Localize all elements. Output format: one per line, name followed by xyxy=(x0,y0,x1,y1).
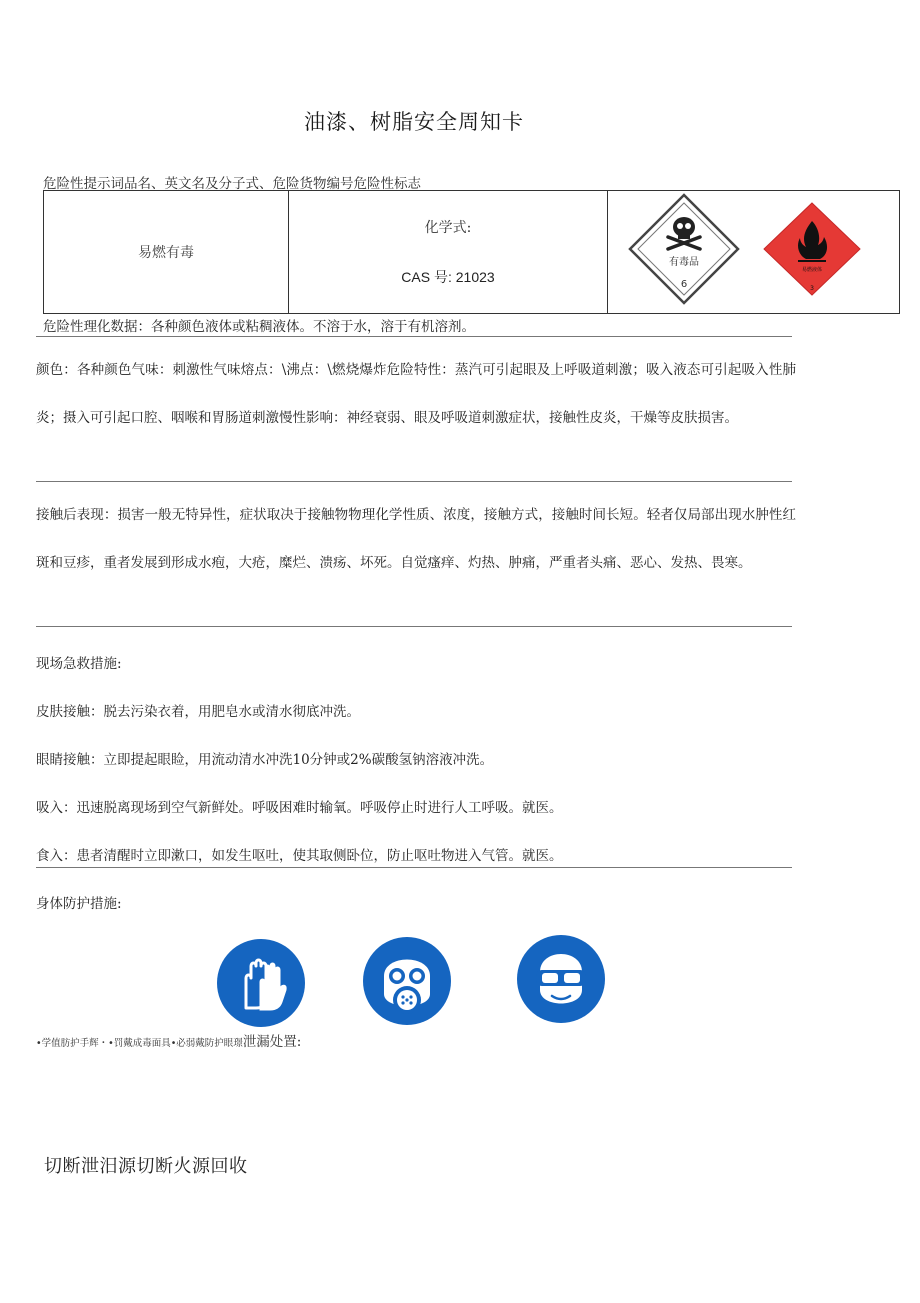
hazard-signs xyxy=(608,191,898,309)
divider xyxy=(36,626,792,627)
cas-line xyxy=(289,267,607,287)
protection-heading: 身体防护措施: xyxy=(36,896,122,912)
flammable-sign-text: 易燃液体 xyxy=(801,267,823,273)
toxic-sign-class: 6 xyxy=(680,279,688,290)
table-header-caption: 危险性提示词品名、英文名及分子式、危险货物编号危险性标志 xyxy=(43,176,421,192)
ppe-labels: •学值肪护手辉・•罚戴成毒面具•必弱戴防护眼璟 xyxy=(36,1038,243,1049)
first-aid-skin: 皮肤接触：脱去污染衣着，用肥皂水或清水彻底冲洗。 xyxy=(36,704,360,720)
gas-mask-icon xyxy=(362,936,452,1026)
divider xyxy=(36,867,792,868)
flammable-sign-icon xyxy=(764,203,860,295)
first-aid-eye: 眼睛接触：立即提起眼睑，用流动清水冲洗10分钟或2%碳酸氢钠溶液冲洗。 xyxy=(36,752,494,768)
leak-handling-text: 切断泄汨源切断火源回收 xyxy=(44,1156,248,1177)
toxic-sign-text: 有毒品 xyxy=(669,257,699,268)
formula-label: 化学式: xyxy=(424,220,472,236)
first-aid-heading: 现场急救措施: xyxy=(36,656,122,672)
formula-cell xyxy=(289,191,608,314)
info-table xyxy=(43,190,900,314)
toxic-sign-icon xyxy=(630,195,738,303)
hazard-word-cell xyxy=(44,191,289,314)
first-aid-ingest: 食入：患者清醒时立即漱口，如发生呕吐，使其取侧卧位，防止呕吐物进入气管。就医。 xyxy=(36,848,563,864)
first-aid-inhale: 吸入：迅速脱离现场到空气新鲜处。呼吸困难时输氧。呼吸停止时进行人工呼吸。就医。 xyxy=(36,800,563,816)
cas-number: 21023 xyxy=(455,269,495,285)
hazard-signs-cell xyxy=(608,191,900,314)
hazard-word: 易燃有毒 xyxy=(138,245,194,261)
divider xyxy=(36,336,792,337)
divider xyxy=(36,481,792,482)
ppe-caption xyxy=(36,1030,301,1050)
goggles-icon xyxy=(516,934,606,1024)
gloves-icon xyxy=(216,938,306,1028)
physchem-data: 危险性理化数据：各种颜色液体或粘稠液体。不溶于水，溶于有机溶剂。 xyxy=(43,319,475,335)
flammable-sign-class: 3 xyxy=(810,285,814,292)
exposure-symptoms: 接触后表现：损害一般无特异性，症状取决于接触物物理化学性质、浓度，接触方式，接触时间长短。轻者仅局部出现水肿性红斑和豆疹，重者发展到形成水疱，大疮，糜烂、溃疡、坏死。自觉瘙痒、灼热、肿痛，严重者头痛、恶心、发热、畏寒。 xyxy=(36,507,796,571)
leak-heading: 泄漏处置: xyxy=(242,1034,302,1050)
cas-label: CAS 号: xyxy=(401,269,452,285)
page-title: 油漆、树脂安全周知卡 xyxy=(304,110,524,134)
hazard-properties: 颜色：各种颜色气味：刺激性气味熔点：\沸点：\燃烧爆炸危险特性：蒸汽可引起眼及上呼吸道刺激；吸入液态可引起吸入性肺炎；摄入可引起口腔、咽喉和胃肠道刺激慢性影响：神经衰弱、眼及呼吸道刺激症状，接触性皮炎，干燥等皮肤损害。 xyxy=(36,362,796,426)
